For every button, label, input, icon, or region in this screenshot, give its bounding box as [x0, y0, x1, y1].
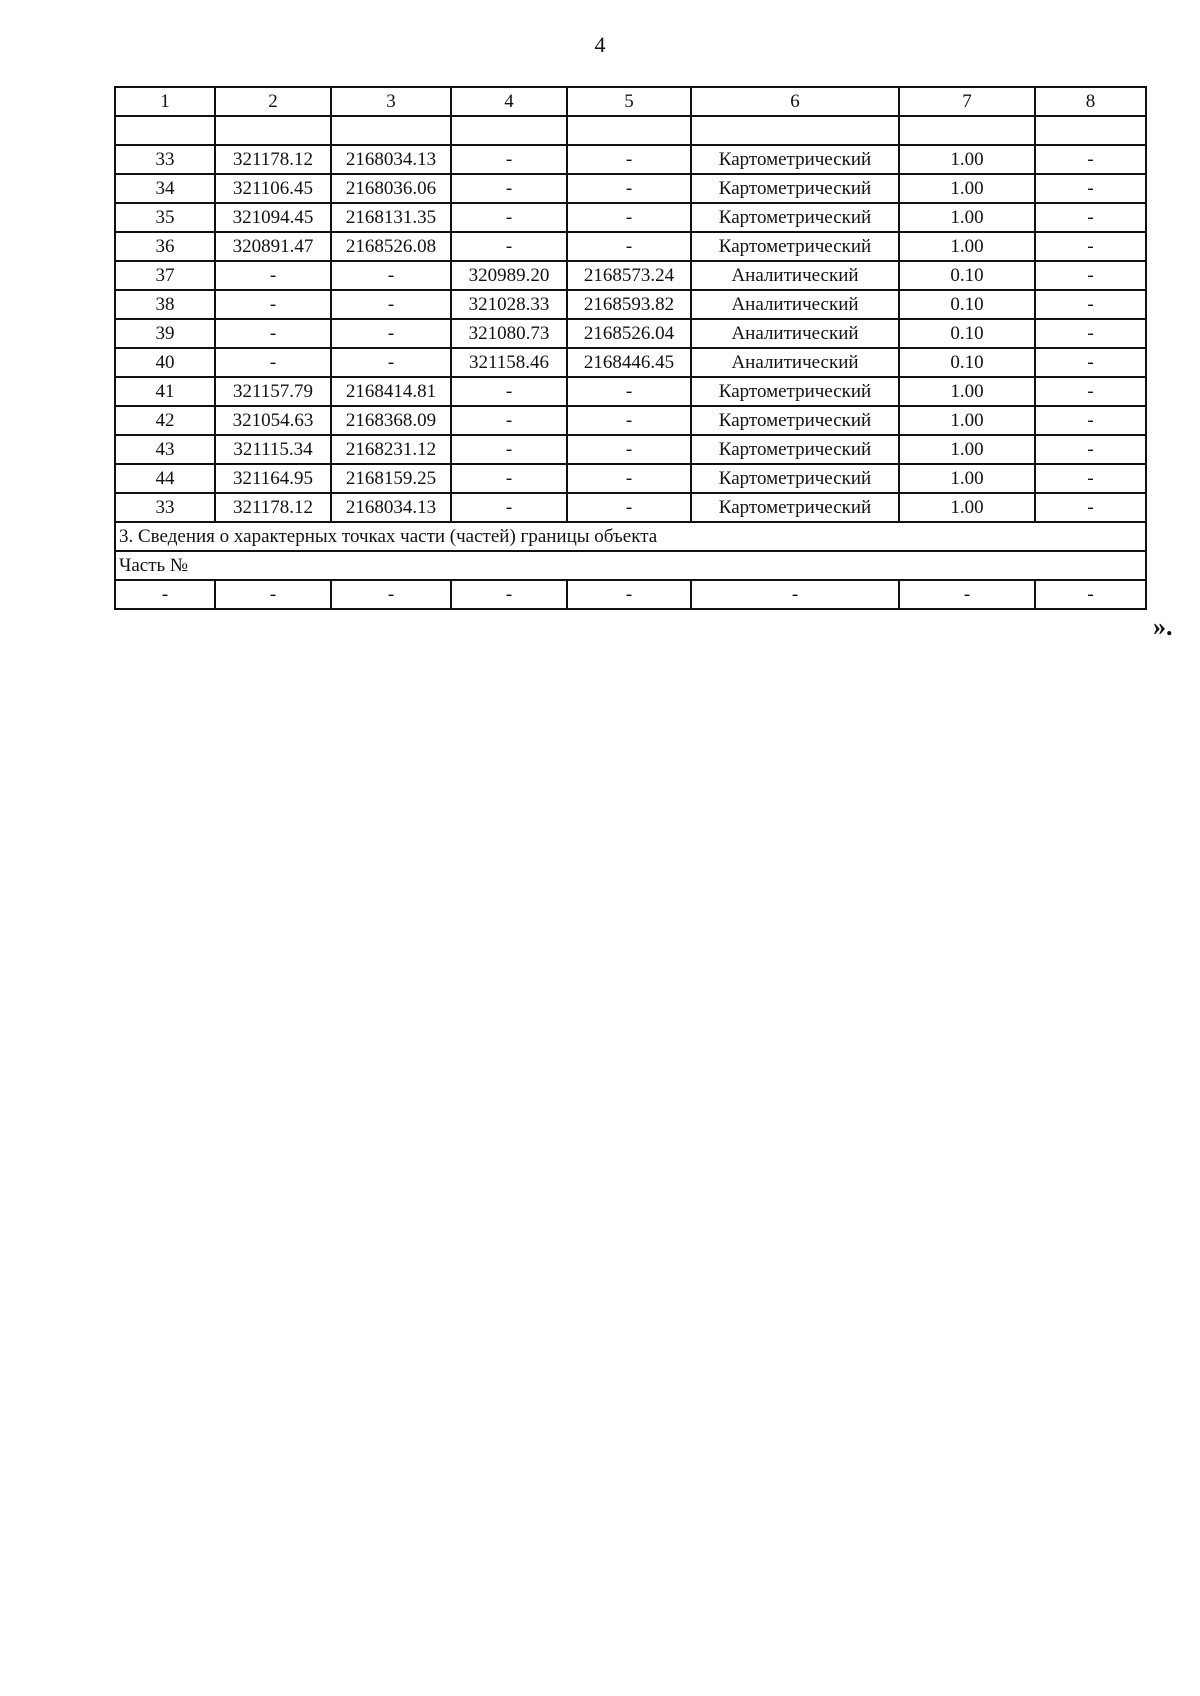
table-cell: -: [331, 319, 451, 348]
column-header: 7: [899, 87, 1035, 116]
table-cell: Картометрический: [691, 232, 899, 261]
table-cell: 33: [115, 493, 215, 522]
table-cell: 2168446.45: [567, 348, 691, 377]
table-row: [115, 348, 1146, 377]
table-cell: 1.00: [899, 145, 1035, 174]
empty-cell: [115, 116, 215, 145]
table-cell: 38: [115, 290, 215, 319]
table-cell: 34: [115, 174, 215, 203]
table-cell: -: [1035, 435, 1146, 464]
table-cell: 1.00: [899, 232, 1035, 261]
table-cell: -: [1035, 232, 1146, 261]
table-cell: Аналитический: [691, 348, 899, 377]
table-cell: -: [215, 290, 331, 319]
table-cell: -: [215, 348, 331, 377]
table-cell: -: [331, 261, 451, 290]
table-cell: 39: [115, 319, 215, 348]
table-cell: 36: [115, 232, 215, 261]
table-row: [115, 203, 1146, 232]
table-cell: -: [1035, 377, 1146, 406]
column-header: 1: [115, 87, 215, 116]
table-body: [115, 87, 1146, 609]
table-cell: -: [691, 580, 899, 609]
column-header: 2: [215, 87, 331, 116]
table-cell: -: [567, 464, 691, 493]
table-cell: -: [1035, 203, 1146, 232]
table-cell: 321158.46: [451, 348, 567, 377]
table-cell: -: [567, 203, 691, 232]
table-cell: -: [451, 435, 567, 464]
table-cell: -: [1035, 493, 1146, 522]
table-cell: 2168593.82: [567, 290, 691, 319]
table-cell: 1.00: [899, 203, 1035, 232]
table-cell: 0.10: [899, 319, 1035, 348]
table-cell: 40: [115, 348, 215, 377]
table-row: [115, 406, 1146, 435]
column-header: 4: [451, 87, 567, 116]
table-cell: Картометрический: [691, 464, 899, 493]
table-cell: 321028.33: [451, 290, 567, 319]
table-cell: -: [567, 493, 691, 522]
table-cell: -: [451, 493, 567, 522]
table-cell: 321115.34: [215, 435, 331, 464]
table-cell: 321178.12: [215, 493, 331, 522]
table-row: [115, 174, 1146, 203]
table-cell: 2168526.04: [567, 319, 691, 348]
last-row: [115, 580, 1146, 609]
table-cell: -: [1035, 290, 1146, 319]
coordinates-table: [114, 86, 1147, 610]
table-cell: 321080.73: [451, 319, 567, 348]
table-cell: -: [1035, 406, 1146, 435]
table-cell: -: [567, 406, 691, 435]
table-cell: 321157.79: [215, 377, 331, 406]
table-cell: -: [331, 290, 451, 319]
table-cell: 2168231.12: [331, 435, 451, 464]
table-cell: 41: [115, 377, 215, 406]
empty-cell: [899, 116, 1035, 145]
table-row: [115, 464, 1146, 493]
table-cell: 1.00: [899, 406, 1035, 435]
table-cell: 35: [115, 203, 215, 232]
table-cell: 0.10: [899, 290, 1035, 319]
column-header-row: [115, 87, 1146, 116]
table-cell: 0.10: [899, 348, 1035, 377]
empty-cell: [1035, 116, 1146, 145]
table-cell: 2168368.09: [331, 406, 451, 435]
table-row: [115, 493, 1146, 522]
table-row: [115, 435, 1146, 464]
table-cell: 2168573.24: [567, 261, 691, 290]
column-header: 5: [567, 87, 691, 116]
table-row: [115, 377, 1146, 406]
table-cell: -: [1035, 348, 1146, 377]
table-cell: -: [451, 464, 567, 493]
table-cell: -: [331, 348, 451, 377]
table-cell: Аналитический: [691, 319, 899, 348]
table-cell: -: [567, 435, 691, 464]
table-cell: -: [1035, 145, 1146, 174]
table-cell: 2168034.13: [331, 493, 451, 522]
table-cell: 37: [115, 261, 215, 290]
table-cell: 33: [115, 145, 215, 174]
column-header: 3: [331, 87, 451, 116]
table-cell: -: [1035, 174, 1146, 203]
table-cell: -: [451, 406, 567, 435]
column-header: 6: [691, 87, 899, 116]
table-cell: 0.10: [899, 261, 1035, 290]
table-row: [115, 319, 1146, 348]
table-cell: -: [451, 145, 567, 174]
empty-cell: [567, 116, 691, 145]
table-cell: 320891.47: [215, 232, 331, 261]
column-header: 8: [1035, 87, 1146, 116]
empty-cell: [691, 116, 899, 145]
table-cell: 2168159.25: [331, 464, 451, 493]
empty-cell: [451, 116, 567, 145]
table-cell: Картометрический: [691, 493, 899, 522]
table-cell: -: [451, 580, 567, 609]
table-cell: -: [215, 580, 331, 609]
table-cell: -: [1035, 464, 1146, 493]
table-cell: 1.00: [899, 493, 1035, 522]
table-cell: 321054.63: [215, 406, 331, 435]
table-cell: -: [215, 319, 331, 348]
table-cell: 320989.20: [451, 261, 567, 290]
table-cell: 321178.12: [215, 145, 331, 174]
table-cell: Картометрический: [691, 145, 899, 174]
table-cell: 1.00: [899, 464, 1035, 493]
table-row: [115, 261, 1146, 290]
table-cell: -: [451, 232, 567, 261]
table-cell: -: [451, 203, 567, 232]
table-cell: 321094.45: [215, 203, 331, 232]
table-cell: Картометрический: [691, 406, 899, 435]
table-cell: 2168034.13: [331, 145, 451, 174]
table-cell: Картометрический: [691, 174, 899, 203]
table-cell: 321164.95: [215, 464, 331, 493]
table-cell: 1.00: [899, 435, 1035, 464]
table-cell: -: [567, 174, 691, 203]
table-cell: -: [451, 174, 567, 203]
table-cell: 2168526.08: [331, 232, 451, 261]
empty-cell: [215, 116, 331, 145]
closing-quote: ».: [1153, 612, 1173, 641]
table-cell: -: [567, 145, 691, 174]
table-cell: -: [567, 232, 691, 261]
table-cell: -: [115, 580, 215, 609]
table-cell: -: [1035, 580, 1146, 609]
table-cell: Аналитический: [691, 261, 899, 290]
table-cell: 43: [115, 435, 215, 464]
table-cell: 42: [115, 406, 215, 435]
table-cell: -: [567, 580, 691, 609]
table-cell: -: [331, 580, 451, 609]
table-row: [115, 145, 1146, 174]
table-cell: 321106.45: [215, 174, 331, 203]
part-label: Часть №: [115, 551, 1146, 580]
table-cell: Картометрический: [691, 435, 899, 464]
table-cell: 2168131.35: [331, 203, 451, 232]
table-cell: -: [1035, 261, 1146, 290]
table-cell: -: [451, 377, 567, 406]
table-cell: -: [215, 261, 331, 290]
table-cell: Картометрический: [691, 377, 899, 406]
table-cell: Картометрический: [691, 203, 899, 232]
table-cell: 2168036.06: [331, 174, 451, 203]
table-cell: -: [1035, 319, 1146, 348]
table-cell: -: [899, 580, 1035, 609]
table-cell: 44: [115, 464, 215, 493]
empty-row: [115, 116, 1146, 145]
section-title-row: [115, 522, 1146, 551]
table-cell: 2168414.81: [331, 377, 451, 406]
table-row: [115, 290, 1146, 319]
table-cell: 1.00: [899, 174, 1035, 203]
table-cell: -: [567, 377, 691, 406]
empty-cell: [331, 116, 451, 145]
section-title: 3. Сведения о характерных точках части (частей) границы объекта: [115, 522, 1146, 551]
table-row: [115, 232, 1146, 261]
table-cell: 1.00: [899, 377, 1035, 406]
part-row: [115, 551, 1146, 580]
page-number: 4: [594, 32, 606, 57]
table-cell: Аналитический: [691, 290, 899, 319]
